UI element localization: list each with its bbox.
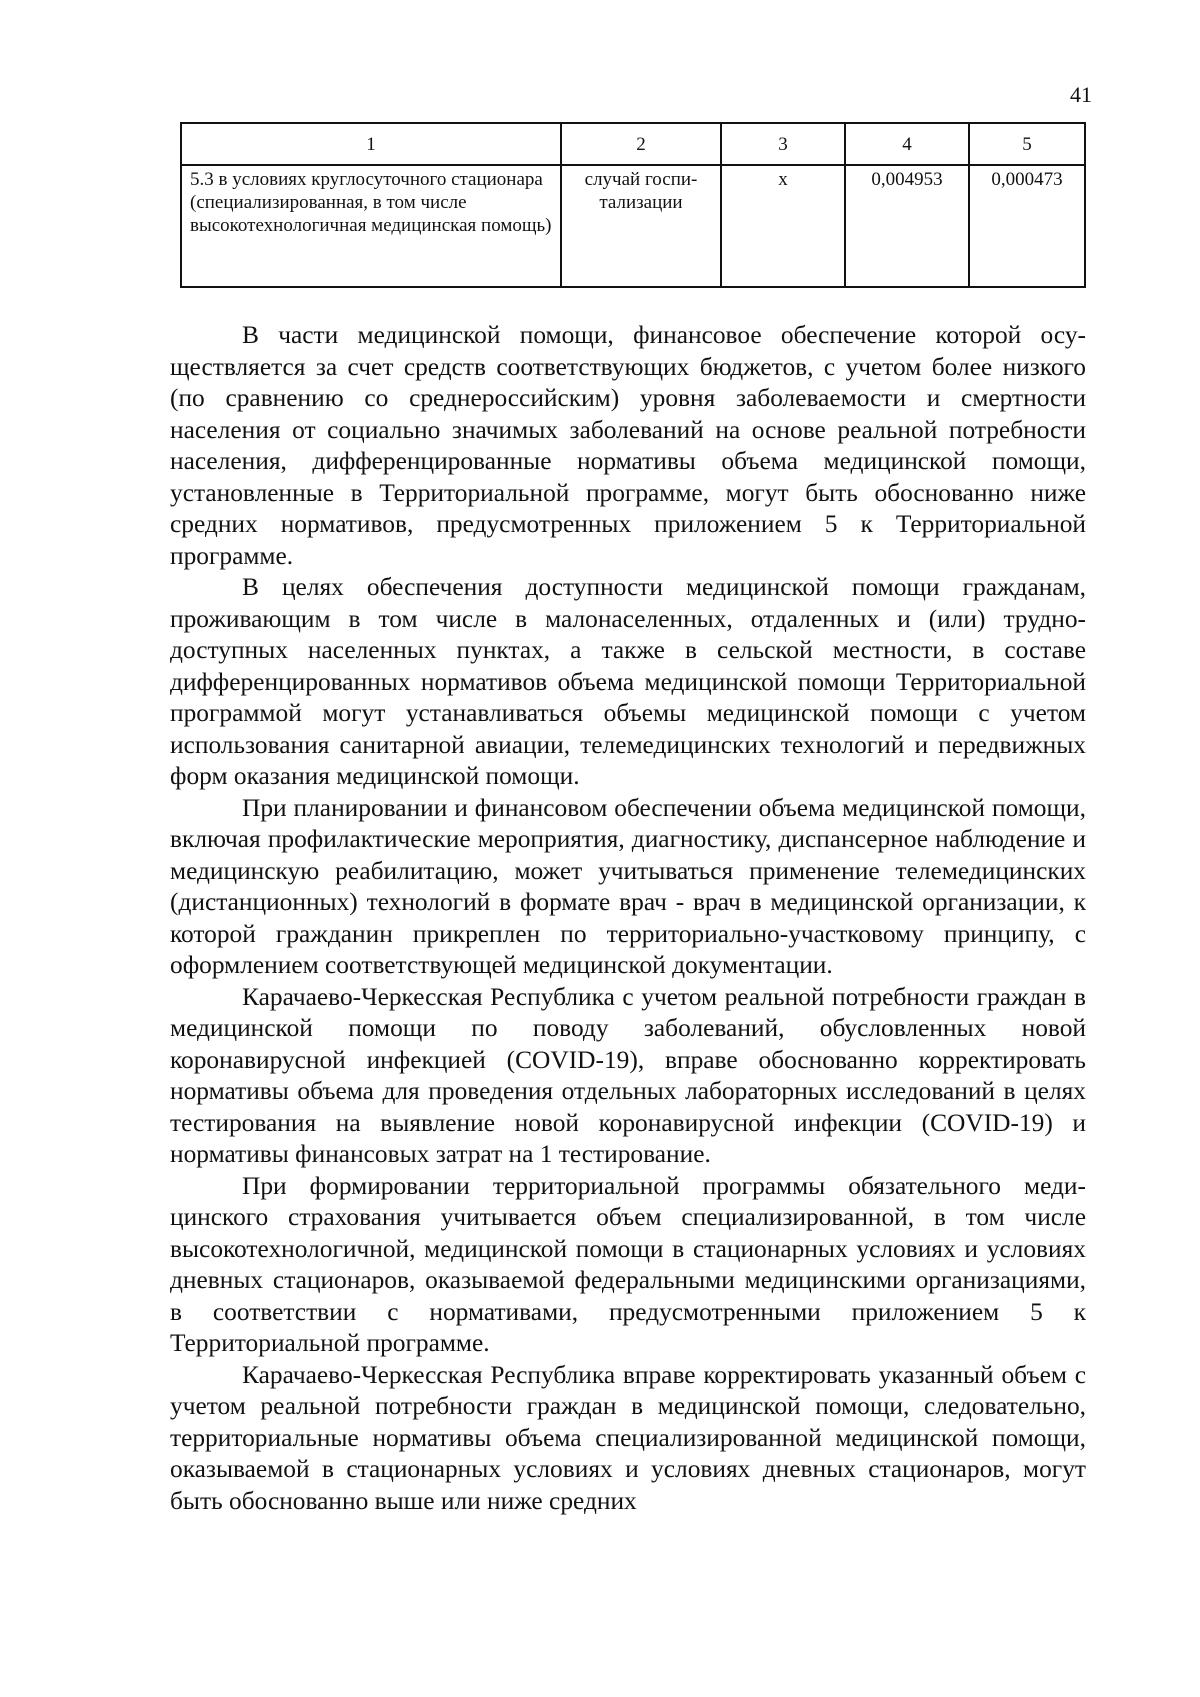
table-cell-col4: 0,004953 — [845, 165, 969, 287]
table-cell-col3: х — [721, 165, 845, 287]
paragraph: В целях обеспечения доступности медицинской помощи гражданам, проживающим в том числе в малонаселенных, отдаленных и (или) труднодоступных населенных пунктах, а также в сельской местности, в составе дифференцированных нормативов объема медицинской помощи Территориальной программой могут устанавливаться объемы медицинской помощи с учетом использования санитарной авиации, телемедицинских технологий и передвижных форм оказания медицинской помощи. — [170, 573, 1086, 790]
table-cell-unit: случай госпитализации — [561, 165, 721, 287]
table-cell-description: 5.3 в условиях круглосуточного стационара (специализированная, в том числе высокотехнологичная медицинская помощь) — [181, 165, 561, 287]
table-header-cell: 1 — [181, 123, 561, 165]
table-header-cell: 4 — [845, 123, 969, 165]
page-number: 41 — [1070, 82, 1092, 107]
table-row — [181, 165, 1085, 287]
paragraph: Карачаево-Черкесская Республика вправе корректировать указанный объем с учетом реальной потребности граждан в медицинской помощи, следовательно, территориальные нормативы объема специализированной медицинской помощи, оказываемой в стационарных условиях и условиях дневных стационаров, могут быть обоснованно выше или ниже средних — [170, 1360, 1086, 1515]
table-header-cell: 2 — [561, 123, 721, 165]
document-body — [170, 320, 1086, 1517]
table-header-row — [181, 123, 1085, 165]
paragraph: Карачаево-Черкесская Республика с учетом реальной потребности граждан в медицинской помощи по поводу заболеваний, обусловленных новой коронавирусной инфекцией (COVID-19), вправе обоснованно корректировать нормативы объема для проведения отдельных лабораторных исследований в целях тестирования на выявление новой коронавирусной инфекции (COVID-19) и нормативы финансовых затрат на 1 тестирование. — [170, 982, 1086, 1168]
paragraph: В части медицинской помощи, финансовое обеспечение которой осуществляется за счет средств соответствующих бюджетов, с учетом более низкого (по сравнению со среднероссийским) уровня заболеваемости и смертности населения от социально значимых заболеваний на основе реальной потребности населения, дифференцированные нормативы объема медицинской помощи, установленные в Территориальной программе, могут быть обоснованно ниже средних нормативов, предусмотренных приложением 5 к Территориальной программе. — [170, 321, 1086, 570]
norms-table — [180, 122, 1086, 288]
table-cell-col5: 0,000473 — [969, 165, 1085, 287]
paragraph: При планировании и финансовом обеспечении объема медицинской помощи, включая профилактические мероприятия, диагностику, диспансерное наблюдение и медицинскую реабилитацию, может учитываться применение телемедицинских (дистанционных) технологий в формате врач - врач в медицинской организации, к которой гражданин прикреплен по территориально-участковому принципу, с оформлением соответствующей медицинской документации. — [170, 793, 1086, 979]
paragraph: При формировании территориальной программы обязательного медицинского страхования учитывается объем специализированной, в том числе высокотехнологичной, медицинской помощи в стационарных условиях и условиях дневных стационаров, оказываемой федеральными медицинскими организациями, в соответствии с нормативами, предусмотренными приложением 5 к Территориальной программе. — [170, 1171, 1086, 1357]
table-header-cell: 5 — [969, 123, 1085, 165]
table-header-cell: 3 — [721, 123, 845, 165]
